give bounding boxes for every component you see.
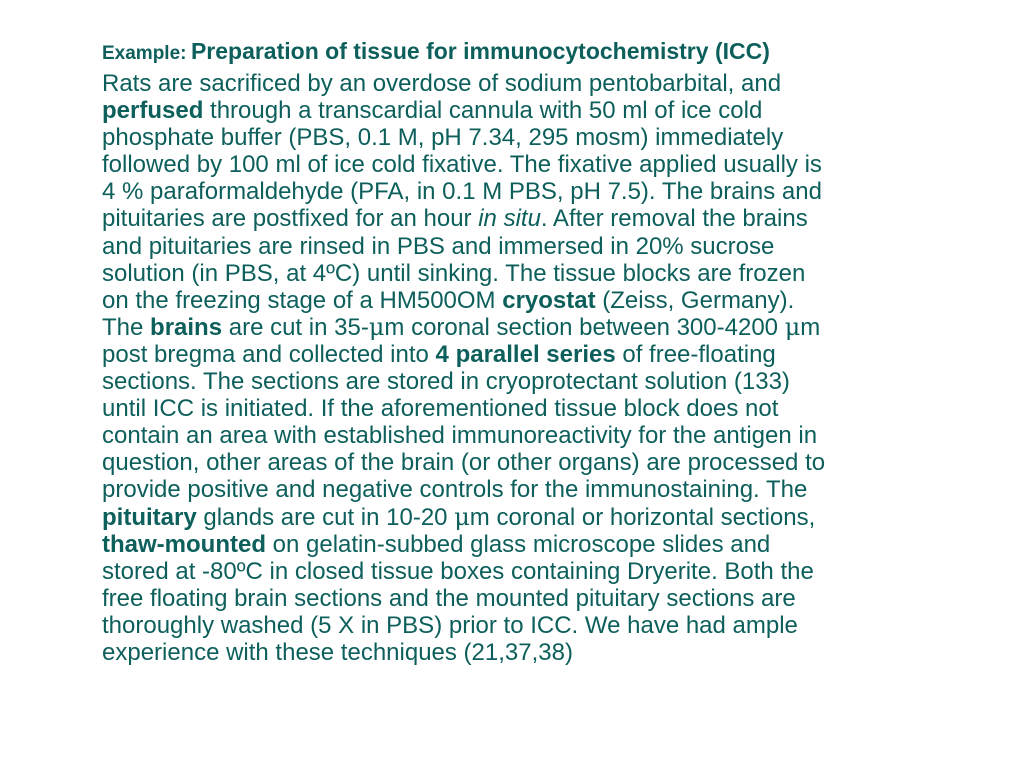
text-segment: stored at -80ºC in closed tissue boxes containing Dryerite. Both the bbox=[102, 557, 814, 585]
slide-title bbox=[102, 38, 770, 65]
text-segment: glands are cut in 10-20 bbox=[196, 503, 455, 531]
body-paragraph bbox=[102, 70, 982, 666]
text-segment: 4 % paraformaldehyde (PFA, in 0.1 M PBS, pH 7.5). The brains and bbox=[102, 178, 822, 206]
text-segment: through a transcardial cannula with 50 ml of ice cold bbox=[203, 97, 763, 125]
text-segment: are cut in 35- bbox=[222, 313, 369, 341]
text-segment: The bbox=[102, 313, 151, 341]
text-line bbox=[102, 341, 982, 368]
emphasis-text: 4 parallel series bbox=[435, 340, 616, 368]
text-line bbox=[102, 368, 982, 395]
text-line bbox=[102, 260, 982, 287]
text-segment: free floating brain sections and the mounted pituitary sections are bbox=[102, 584, 796, 612]
text-line bbox=[102, 70, 982, 97]
text-segment: until ICC is initiated. If the aforementioned tissue block does not bbox=[102, 395, 779, 423]
text-line bbox=[102, 476, 982, 503]
text-segment: m bbox=[800, 313, 821, 341]
text-line bbox=[102, 585, 982, 612]
text-line bbox=[102, 151, 982, 178]
micro-symbol: μ bbox=[454, 502, 470, 531]
micro-symbol: μ bbox=[368, 312, 385, 341]
text-line bbox=[102, 449, 982, 476]
text-segment: pituitaries are postfixed for an hour bbox=[102, 205, 479, 233]
emphasis-text: pituitary bbox=[102, 503, 197, 531]
text-segment: m coronal or horizontal sections, bbox=[469, 503, 816, 531]
text-line bbox=[102, 205, 982, 232]
text-line bbox=[102, 531, 982, 558]
text-line bbox=[102, 504, 982, 531]
text-line bbox=[102, 639, 982, 666]
text-segment: experience with these techniques (21,37,38) bbox=[102, 638, 573, 666]
text-segment: and pituitaries are rinsed in PBS and immersed in 20% sucrose bbox=[102, 232, 775, 260]
text-segment: sections. The sections are stored in cryoprotectant solution (133) bbox=[102, 368, 790, 396]
emphasis-text: thaw-mounted bbox=[102, 530, 266, 558]
text-segment: provide positive and negative controls for the immunostaining. The bbox=[102, 476, 808, 504]
emphasis-text: perfused bbox=[102, 97, 204, 125]
text-segment: . After removal the brains bbox=[540, 205, 808, 233]
italic-text: in situ bbox=[478, 205, 541, 233]
text-line bbox=[102, 124, 982, 151]
text-segment: on gelatin-subbed glass microscope slides and bbox=[265, 530, 771, 558]
text-line bbox=[102, 395, 982, 422]
title-prefix: Example: bbox=[102, 43, 187, 64]
text-line bbox=[102, 422, 982, 449]
emphasis-text: brains bbox=[150, 313, 223, 341]
text-segment: phosphate buffer (PBS, 0.1 M, pH 7.34, 295 mosm) immediately bbox=[102, 124, 784, 152]
text-segment: post bregma and collected into bbox=[102, 340, 436, 368]
text-segment: question, other areas of the brain (or other organs) are processed to bbox=[102, 449, 826, 477]
text-segment: contain an area with established immunoreactivity for the antigen in bbox=[102, 422, 818, 450]
text-line bbox=[102, 178, 982, 205]
text-line bbox=[102, 97, 982, 124]
text-line bbox=[102, 287, 982, 314]
text-segment: on the freezing stage of a HM500OM bbox=[102, 286, 503, 314]
text-line bbox=[102, 612, 982, 639]
emphasis-text: cryostat bbox=[502, 286, 596, 314]
micro-symbol: μ bbox=[784, 312, 801, 341]
text-line bbox=[102, 314, 982, 341]
text-segment: thoroughly washed (5 X in PBS) prior to ICC. We have had ample bbox=[102, 611, 798, 639]
text-segment: of free-floating bbox=[615, 340, 776, 368]
text-segment: solution (in PBS, at 4ºC) until sinking. The tissue blocks are frozen bbox=[102, 259, 806, 287]
title-main: Preparation of tissue for immunocytochemistry (ICC) bbox=[190, 38, 770, 64]
text-segment: followed by 100 ml of ice cold fixative. The fixative applied usually is bbox=[102, 151, 822, 179]
text-line bbox=[102, 233, 982, 260]
text-segment: (Zeiss, Germany). bbox=[595, 286, 795, 314]
text-segment: m coronal section between 300-4200 bbox=[384, 313, 785, 341]
text-line bbox=[102, 558, 982, 585]
text-segment: Rats are sacrificed by an overdose of sodium pentobarbital, and bbox=[102, 70, 782, 97]
